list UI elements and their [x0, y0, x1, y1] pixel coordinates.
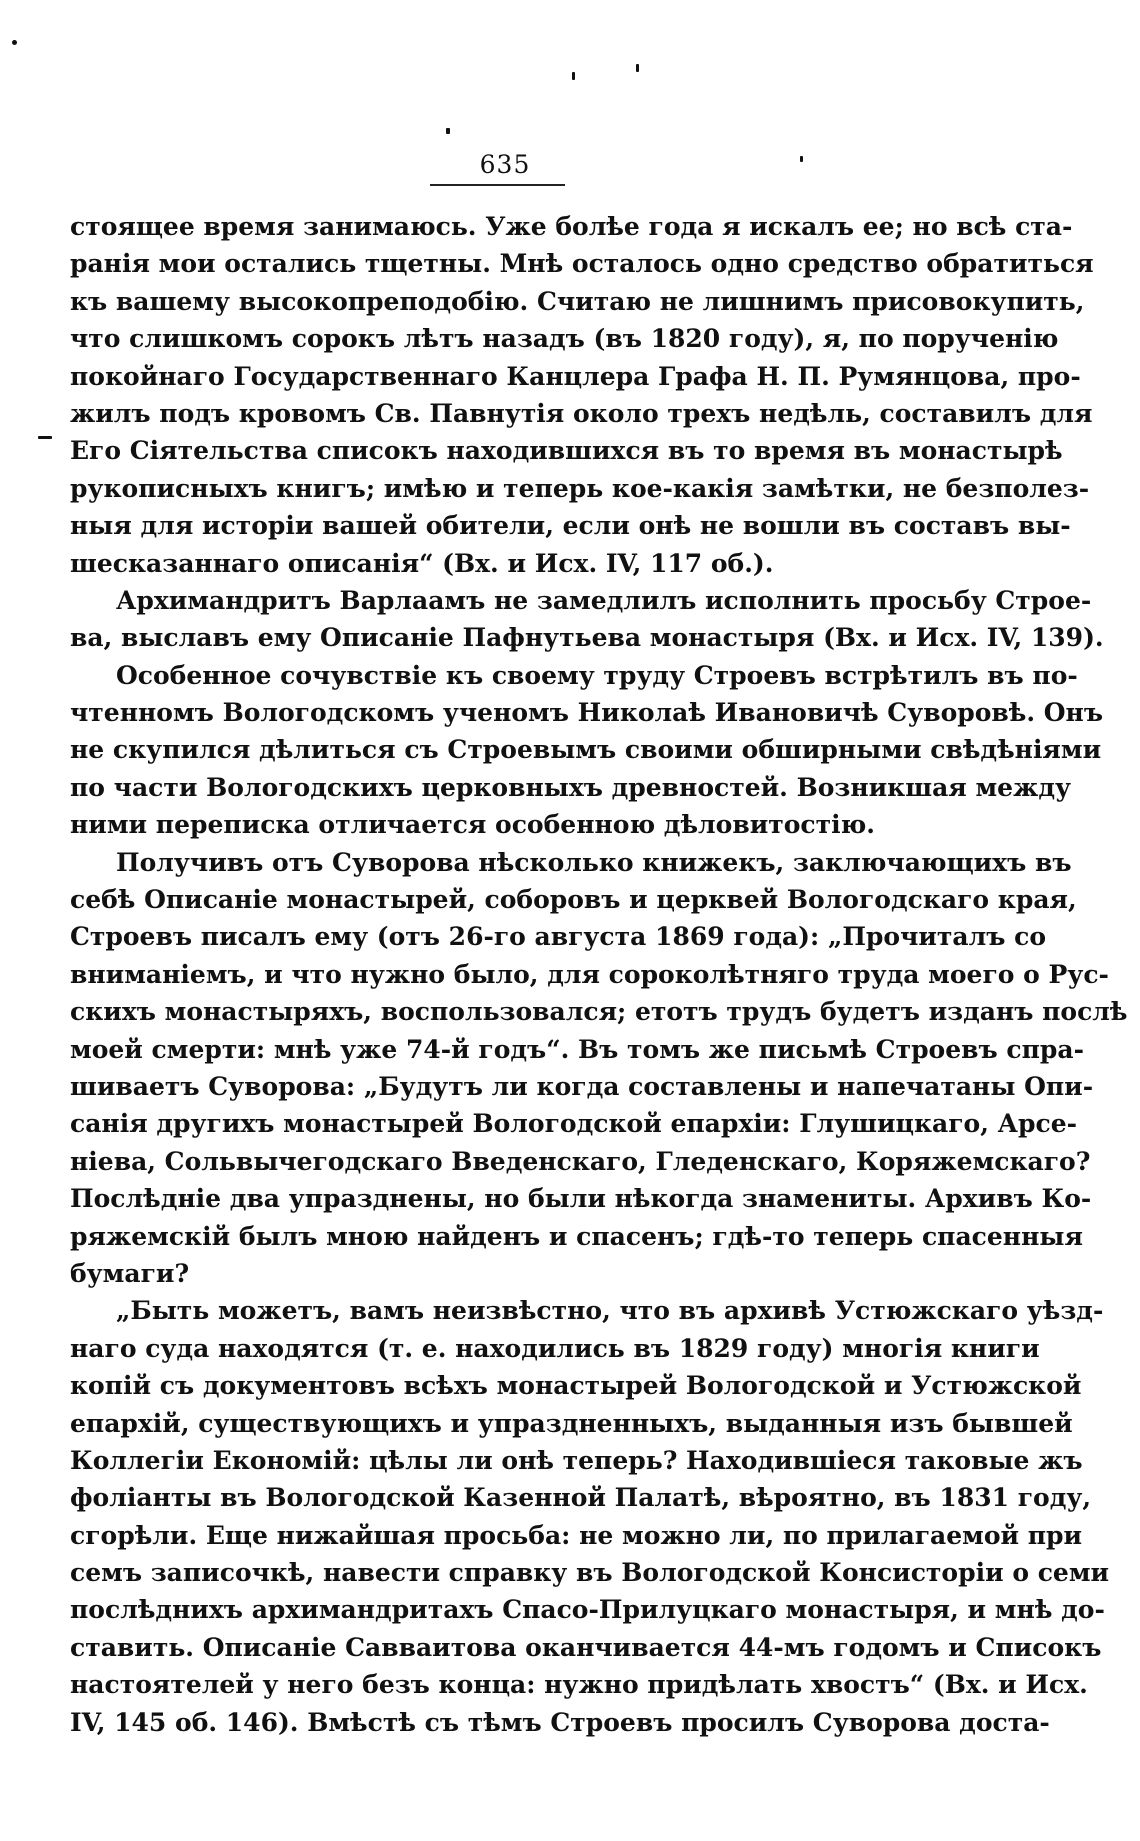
text-line: ними переписка отличается особенною дѣловитостію.	[70, 810, 875, 840]
text-line: Коллегіи Економій: цѣлы ли онѣ теперь? Находившіеся таковые жъ	[70, 1445, 1083, 1475]
text-line: чтенномъ Вологодскомъ ученомъ Николаѣ Ивановичѣ Суворовѣ. Онъ	[70, 698, 1104, 728]
text-line: семъ записочкѣ, навести справку въ Вологодской Консисторіи о семи	[70, 1558, 1110, 1588]
scan-speck	[800, 156, 803, 162]
text-line: скихъ монастыряхъ, воспользовался; етотъ трудъ будетъ изданъ послѣ	[70, 997, 1128, 1027]
page-number: 635	[479, 150, 531, 179]
text-line: себѣ Описаніе монастырей, соборовъ и церквей Вологодскаго края,	[70, 885, 1077, 915]
text-line: IV, 145 об. 146). Вмѣстѣ съ тѣмъ Строевъ просилъ Суворова доста-	[70, 1707, 1050, 1737]
text-line: Строевъ писалъ ему (отъ 26-го августа 1869 года): „Прочиталъ со	[70, 922, 1047, 952]
text-line: бумаги?	[70, 1258, 190, 1288]
text-line: ставить. Описаніе Савваитова оканчивается 44-мъ годомъ и Списокъ	[70, 1632, 1102, 1662]
text-line: по части Вологодскихъ церковныхъ древностей. Возникшая между	[70, 772, 1071, 802]
text-line: къ вашему высокопреподобію. Считаю не лишнимъ присовокупить,	[70, 286, 1085, 316]
text-line: епархій, существующихъ и упраздненныхъ, выданныя изъ бывшей	[70, 1408, 1073, 1438]
text-line: что слишкомъ сорокъ лѣтъ назадъ (въ 1820 году), я, по порученію	[70, 324, 1059, 354]
text-line: шиваетъ Суворова: „Будутъ ли когда составлены и напечатаны Опи-	[70, 1071, 1094, 1101]
text-line: Послѣдніе два упразднены, но были нѣкогда знамениты. Архивъ Ко-	[70, 1184, 1092, 1214]
text-line: покойнаго Государственнаго Канцлера Графа Н. П. Румянцова, про-	[70, 361, 1081, 391]
text-line: не скупился дѣлиться съ Строевымъ своими обширными свѣдѣніями	[70, 735, 1102, 765]
scan-speck	[446, 128, 450, 134]
text-line: фоліанты въ Вологодской Казенной Палатѣ, вѣроятно, въ 1831 году,	[70, 1483, 1092, 1513]
body-text	[70, 208, 1128, 1741]
text-line: ранія мои остались тщетны. Мнѣ осталось одно средство обратиться	[70, 249, 1094, 279]
scan-speck	[12, 40, 17, 45]
text-line: вниманіемъ, и что нужно было, для сороколѣтняго труда моего о Рус-	[70, 959, 1109, 989]
text-line: „Быть можетъ, вамъ неизвѣстно, что въ архивѣ Устюжскаго уѣзд-	[116, 1296, 1104, 1326]
text-line: Его Сіятельства списокъ находившихся въ то время въ монастырѣ	[70, 436, 1063, 466]
text-line: сгорѣли. Еще нижайшая просьба: не можно ли, по прилагаемой при	[70, 1520, 1083, 1550]
text-line: копій съ документовъ всѣхъ монастырей Вологодской и Устюжской	[70, 1371, 1082, 1401]
text-line: моей смерти: мнѣ уже 74-й годъ“. Въ томъ же письмѣ Строевъ спра-	[70, 1034, 1084, 1064]
scan-speck	[636, 64, 639, 72]
text-line: шесказаннаго описанія“ (Вх. и Исх. IV, 117 об.).	[70, 548, 774, 578]
text-line: санія другихъ монастырей Вологодской епархіи: Глушицкаго, Арсе-	[70, 1109, 1077, 1139]
text-line: ныя для исторіи вашей обители, если онѣ не вошли въ составъ вы-	[70, 511, 1071, 541]
text-line: послѣднихъ архимандритахъ Спасо-Прилуцкаго монастыря, и мнѣ до-	[70, 1595, 1105, 1625]
text-line: рукописныхъ книгъ; имѣю и теперь кое-какія замѣтки, не безполез-	[70, 473, 1090, 503]
page-number-rule	[430, 184, 565, 186]
text-line: Особенное сочувствіе къ своему труду Строевъ встрѣтилъ въ по-	[116, 660, 1078, 690]
text-line: настоятелей у него безъ конца: нужно придѣлать хвостъ“ (Вх. и Исх.	[70, 1670, 1088, 1700]
text-line: Архимандритъ Варлаамъ не замедлилъ исполнить просьбу Строе-	[116, 585, 1092, 615]
text-line: жилъ подъ кровомъ Св. Павнутія около трехъ недѣль, составилъ для	[70, 398, 1093, 428]
text-line: ва, выславъ ему Описаніе Пафнутьева монастыря (Вх. и Исх. IV, 139).	[70, 623, 1104, 653]
scan-speck	[572, 72, 575, 80]
text-line: стоящее время занимаюсь. Уже болѣе года я искалъ ее; но всѣ ста-	[70, 212, 1073, 241]
text-line: ніева, Сольвычегодскаго Введенскаго, Гледенскаго, Коряжемскаго?	[70, 1146, 1091, 1176]
margin-mark	[38, 436, 52, 439]
text-line: наго суда находятся (т. е. находились въ 1829 году) многія книги	[70, 1333, 1040, 1363]
text-line: Получивъ отъ Суворова нѣсколько книжекъ, заключающихъ въ	[116, 847, 1072, 877]
text-line: ряжемскій былъ мною найденъ и спасенъ; гдѣ-то теперь спасенныя	[70, 1221, 1083, 1251]
